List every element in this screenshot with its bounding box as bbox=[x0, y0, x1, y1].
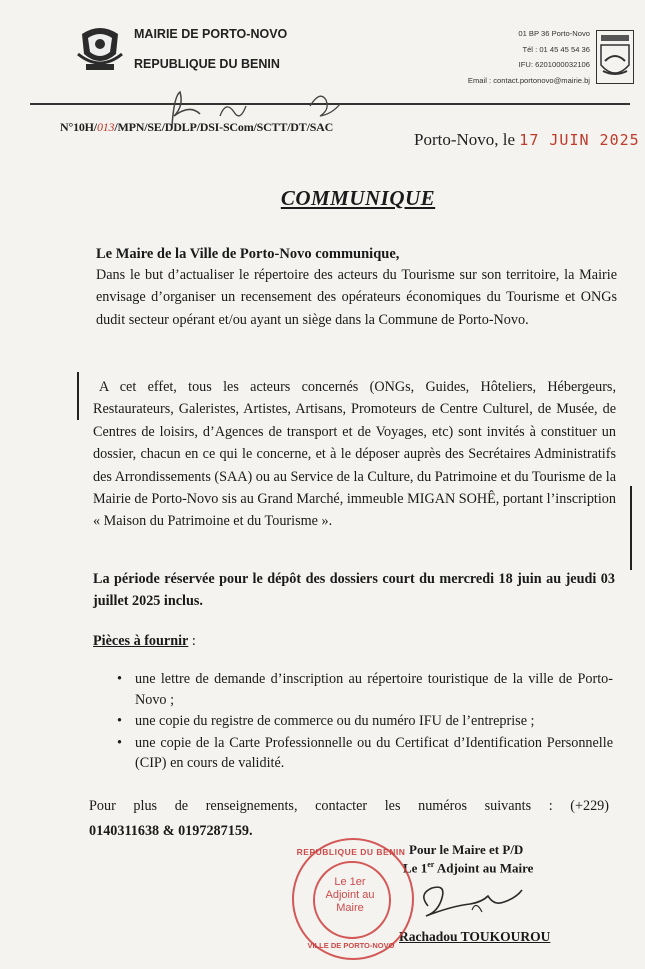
signature-line-1: Pour le Maire et P/D bbox=[409, 842, 524, 857]
deposit-period: La période réservée pour le dépôt des dossiers court du mercredi 18 juin au jeudi 03 juillet 2025 inclus. bbox=[93, 571, 615, 610]
stamp-center-text: Le 1er Adjoint au Maire bbox=[325, 876, 375, 914]
pieces-colon: : bbox=[188, 633, 196, 649]
org-name: MAIRIE DE PORTO-NOVO bbox=[134, 27, 288, 41]
coat-of-arms-icon bbox=[74, 24, 126, 74]
ref-suffix: /MPN/SE/DDLP/DSI-SCom/SCTT/DT/SAC bbox=[114, 120, 334, 134]
opening-line: Le Maire de la Ville de Porto-Novo communique, bbox=[96, 246, 400, 262]
contact-numbers: 0140311638 & 0197287159. bbox=[89, 823, 253, 839]
signatory-name: Rachadou TOUKOUROU bbox=[399, 929, 551, 944]
ref-prefix: N°10H/ bbox=[60, 120, 97, 134]
list-item: • une copie du registre de commerce ou du numéro IFU de l’entreprise ; bbox=[117, 711, 613, 732]
paragraph-invitation: A cet effet, tous les acteurs concernés (ONGs, Guides, Hôteliers, Hébergeurs, Restaurateurs, Galeristes, Artistes, Artisans, Promoteurs de Centre Culturel, de Musée, de Centres de loisirs, d’Agences de transport et de Voyages, etc) sont invités à constituer un dossier, chacun en ce qui le concerne, et à le déposer auprès des Secrétaires Administratifs des Arrondissements (SAA) ou au Service de la Culture, du Patrimoine et du Tourisme de la Mairie de Porto-Novo sis au Grand Marché, immeuble MIGAN SOHÊ, portant l’inscription « Maison du Patrimoine et du Tourisme ». bbox=[93, 379, 616, 530]
signature-line-2 bbox=[403, 860, 533, 876]
date-stamp: 17 JUIN 2025 bbox=[519, 131, 640, 149]
contact-block bbox=[408, 26, 590, 88]
date-place: Porto-Novo, le bbox=[414, 130, 516, 149]
sig-line2-post: Adjoint au Maire bbox=[434, 860, 534, 876]
reference-number bbox=[60, 120, 333, 135]
stamp-ring-text: REPUBLIQUE DU BENIN bbox=[296, 847, 406, 857]
list-item: • une copie de la Carte Professionnelle ou du Certificat d’Identification Personnelle (CIP) en cours de validité. bbox=[117, 733, 613, 774]
pieces-heading bbox=[93, 630, 293, 652]
city-emblem-icon bbox=[596, 30, 634, 84]
country-name: REPUBLIQUE DU BENIN bbox=[134, 57, 280, 71]
contact-email: Email : contact.portonovo@mairie.bj bbox=[467, 75, 590, 85]
contact-tel: Tél : 01 45 45 54 36 bbox=[522, 44, 590, 54]
contact-bp: 01 BP 36 Porto-Novo bbox=[518, 29, 590, 38]
list-item: • une lettre de demande d’inscription au répertoire touristique de la ville de Porto-Novo ; bbox=[117, 669, 613, 710]
date-line bbox=[414, 130, 640, 150]
margin-mark-right bbox=[630, 486, 632, 570]
pieces-list bbox=[117, 669, 613, 774]
ref-number: 013 bbox=[96, 120, 115, 134]
document-title: COMMUNIQUE bbox=[280, 186, 436, 210]
sig-line2-sup: er bbox=[427, 860, 435, 869]
sig-line2-pre: Le 1 bbox=[403, 860, 428, 876]
stamp-bottom-text: VILLE DE PORTO-NOVO bbox=[307, 941, 395, 950]
contact-ifu: IFU: 6201000032106 bbox=[518, 60, 590, 69]
contact-intro: Pour plus de renseignements, contacter les numéros suivants : (+229) bbox=[89, 798, 609, 814]
paragraph-intro: Dans le but d’actualiser le répertoire des acteurs du Tourisme sur son territoire, la Mairie envisage d’organiser un recensement des opérateurs économiques du Tourisme et ONGs dudit secteur opérant et/ou ayant un siège dans la Commune de Porto-Novo. bbox=[96, 267, 617, 328]
handwritten-signature-icon bbox=[412, 876, 542, 926]
pieces-title: Pièces à fournir bbox=[93, 633, 189, 649]
margin-mark-left bbox=[77, 372, 79, 420]
